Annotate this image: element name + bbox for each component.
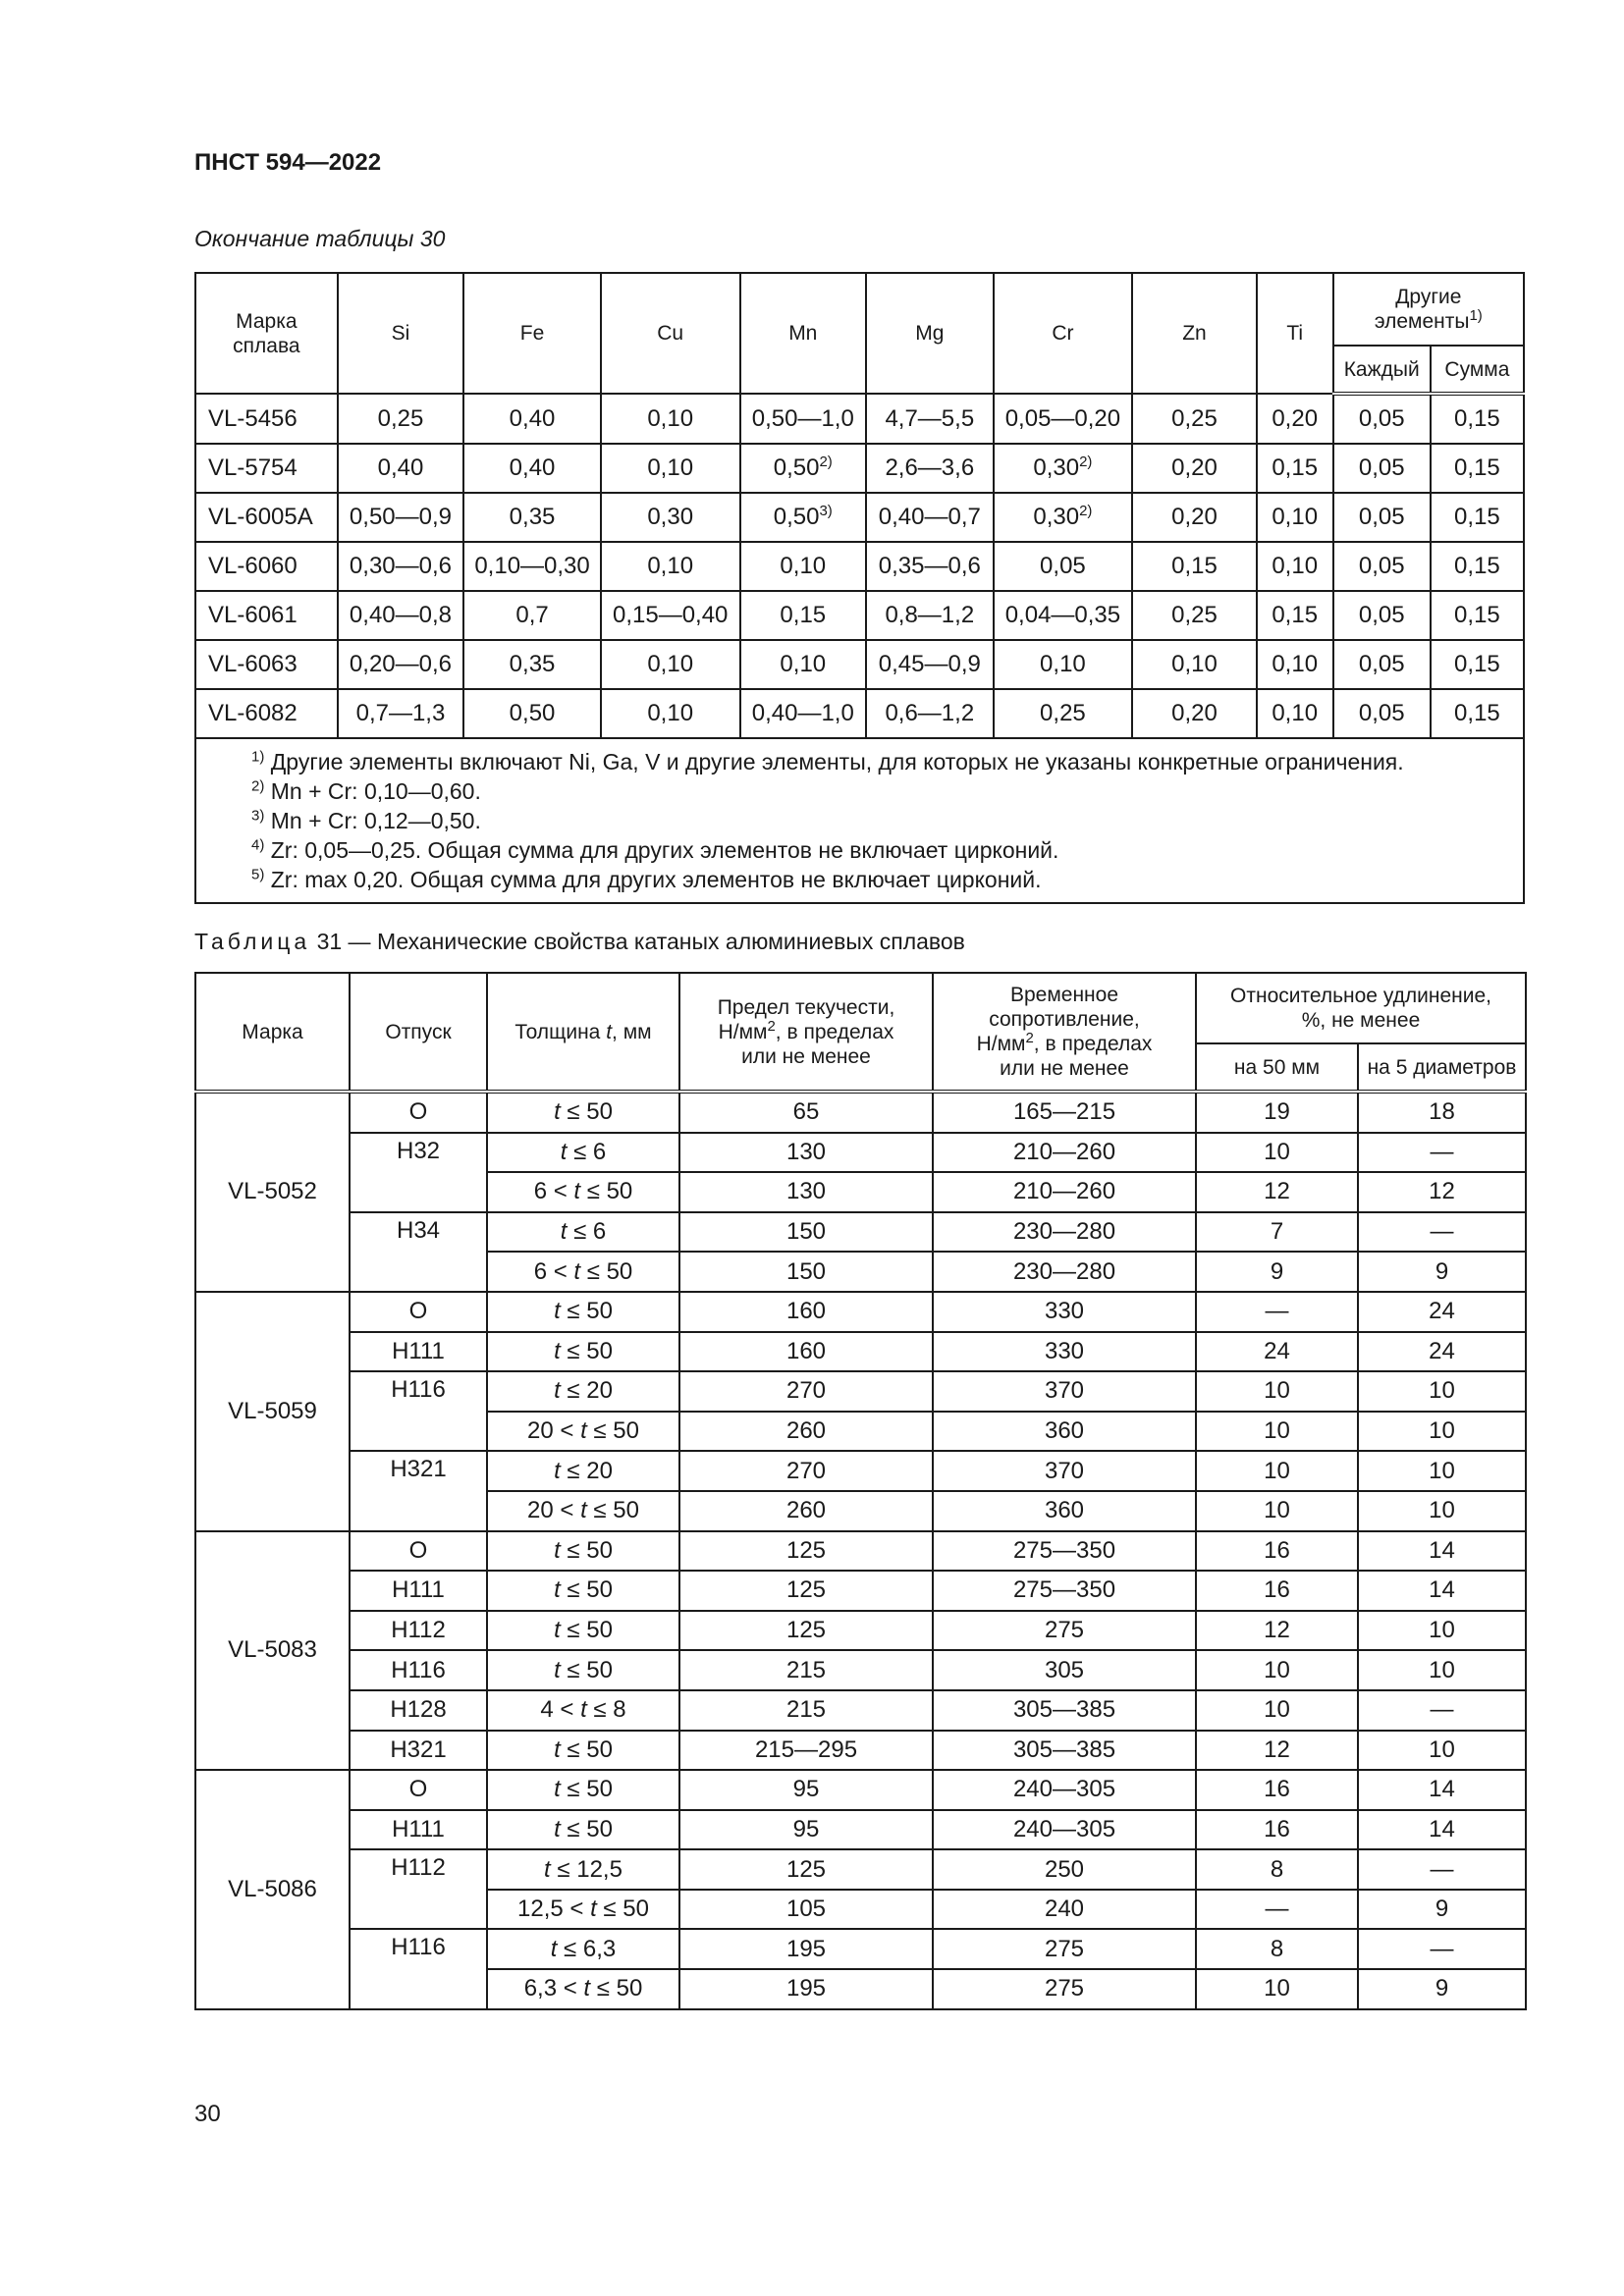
cell-elongation-5d: 10 — [1358, 1731, 1526, 1771]
header-mn: Mn — [740, 273, 867, 394]
cell-each: 0,05 — [1333, 394, 1431, 444]
cell-each: 0,05 — [1333, 640, 1431, 689]
cell-mark: VL-6005A — [195, 493, 338, 542]
cell-tensile-strength: 370 — [933, 1371, 1196, 1412]
cell-elongation-5d: 10 — [1358, 1412, 1526, 1452]
cell-thickness: t ≤ 6 — [487, 1212, 679, 1253]
cell-sum: 0,15 — [1431, 689, 1524, 738]
cell-tensile-strength: 275 — [933, 1929, 1196, 1969]
table-row — [195, 640, 1524, 689]
cell-thickness: 12,5 < t ≤ 50 — [487, 1890, 679, 1930]
cell-yield-strength: 130 — [679, 1172, 933, 1212]
cell-elongation-5d: — — [1358, 1212, 1526, 1253]
cell-yield-strength: 125 — [679, 1571, 933, 1611]
cell-cu: 0,10 — [601, 394, 740, 444]
cell-fe: 0,35 — [463, 640, 601, 689]
cell-ti: 0,15 — [1257, 591, 1333, 640]
header-elongation-50mm: на 50 мм — [1196, 1043, 1358, 1092]
document-code: ПНСТ 594—2022 — [194, 149, 382, 176]
cell-zn: 0,15 — [1132, 542, 1256, 591]
cell-thickness: 6,3 < t ≤ 50 — [487, 1969, 679, 2009]
cell-zn: 0,20 — [1132, 689, 1256, 738]
cell-temper: H116 — [350, 1650, 487, 1690]
cell-temper: H112 — [350, 1849, 487, 1929]
cell-elongation-50mm: 10 — [1196, 1371, 1358, 1412]
table-row — [195, 444, 1524, 493]
cell-mark: VL-6060 — [195, 542, 338, 591]
cell-cr: 0,05—0,20 — [994, 394, 1133, 444]
cell-elongation-50mm: 16 — [1196, 1770, 1358, 1810]
header-ti: Ti — [1257, 273, 1333, 394]
table-row — [195, 1810, 1526, 1850]
cell-yield-strength: 65 — [679, 1092, 933, 1133]
cell-temper: H112 — [350, 1611, 487, 1651]
table-row — [195, 1731, 1526, 1771]
cell-each: 0,05 — [1333, 542, 1431, 591]
cell-thickness: t ≤ 50 — [487, 1611, 679, 1651]
cell-tensile-strength: 305—385 — [933, 1731, 1196, 1771]
header-thickness: Толщина t, мм — [487, 973, 679, 1092]
cell-mn: 0,10 — [740, 640, 867, 689]
cell-each: 0,05 — [1333, 493, 1431, 542]
cell-temper: O — [350, 1092, 487, 1133]
cell-elongation-5d: — — [1358, 1929, 1526, 1969]
footnote: $^{1)}$ Другие элементы включают Ni, Ga, V и другие элементы, для которых не указаны конкретные ограничения. — [251, 748, 1404, 774]
cell-cr: 0,30$^{2)}$ — [994, 493, 1133, 542]
cell-thickness: t ≤ 12,5 — [487, 1849, 679, 1890]
cell-mn: 0,50$^{2)}$ — [740, 444, 867, 493]
cell-thickness: t ≤ 50 — [487, 1810, 679, 1850]
cell-yield-strength: 215 — [679, 1650, 933, 1690]
cell-thickness: t ≤ 6,3 — [487, 1929, 679, 1969]
cell-sum: 0,15 — [1431, 591, 1524, 640]
cell-cu: 0,15—0,40 — [601, 591, 740, 640]
cell-yield-strength: 125 — [679, 1849, 933, 1890]
cell-yield-strength: 125 — [679, 1611, 933, 1651]
cell-tensile-strength: 250 — [933, 1849, 1196, 1890]
cell-elongation-50mm: 10 — [1196, 1451, 1358, 1491]
table-row — [195, 1611, 1526, 1651]
cell-elongation-5d: — — [1358, 1849, 1526, 1890]
cell-mark: VL-5456 — [195, 394, 338, 444]
cell-elongation-50mm: 24 — [1196, 1332, 1358, 1372]
table-row — [195, 1650, 1526, 1690]
cell-elongation-50mm: 9 — [1196, 1252, 1358, 1292]
cell-tensile-strength: 305—385 — [933, 1690, 1196, 1731]
footnote: $^{3)}$ Mn + Cr: 0,12—0,50. — [251, 807, 481, 833]
cell-elongation-50mm: 10 — [1196, 1133, 1358, 1173]
cell-tensile-strength: 240 — [933, 1890, 1196, 1930]
cell-elongation-50mm: 7 — [1196, 1212, 1358, 1253]
cell-mg: 0,40—0,7 — [866, 493, 994, 542]
cell-cu: 0,10 — [601, 640, 740, 689]
cell-elongation-5d: 14 — [1358, 1531, 1526, 1572]
cell-fe: 0,7 — [463, 591, 601, 640]
cell-sum: 0,15 — [1431, 444, 1524, 493]
cell-each: 0,05 — [1333, 689, 1431, 738]
cell-mark: VL-5059 — [195, 1292, 350, 1531]
cell-sum: 0,15 — [1431, 640, 1524, 689]
cell-thickness: 20 < t ≤ 50 — [487, 1412, 679, 1452]
cell-tensile-strength: 230—280 — [933, 1212, 1196, 1253]
footnote: $^{4)}$ Zr: 0,05—0,25. Общая сумма для других элементов не включает цирконий. — [251, 836, 1059, 863]
cell-cu: 0,10 — [601, 689, 740, 738]
cell-elongation-5d: 9 — [1358, 1252, 1526, 1292]
cell-yield-strength: 195 — [679, 1969, 933, 2009]
cell-temper: O — [350, 1770, 487, 1810]
cell-elongation-5d: 14 — [1358, 1810, 1526, 1850]
cell-thickness: t ≤ 6 — [487, 1133, 679, 1173]
cell-elongation-50mm: — — [1196, 1890, 1358, 1930]
cell-ti: 0,10 — [1257, 493, 1333, 542]
cell-yield-strength: 215—295 — [679, 1731, 933, 1771]
cell-thickness: 6 < t ≤ 50 — [487, 1172, 679, 1212]
cell-si: 0,30—0,6 — [338, 542, 464, 591]
cell-thickness: 4 < t ≤ 8 — [487, 1690, 679, 1731]
header-si: Si — [338, 273, 464, 394]
cell-elongation-50mm: 10 — [1196, 1690, 1358, 1731]
cell-thickness: t ≤ 50 — [487, 1292, 679, 1332]
header-elongation: Относительное удлинение, %, не менее — [1196, 973, 1526, 1043]
table-row — [195, 1849, 1526, 1890]
cell-yield-strength: 130 — [679, 1133, 933, 1173]
cell-mark: VL-5052 — [195, 1092, 350, 1292]
cell-thickness: t ≤ 20 — [487, 1451, 679, 1491]
cell-ti: 0,10 — [1257, 640, 1333, 689]
cell-thickness: t ≤ 50 — [487, 1571, 679, 1611]
cell-si: 0,25 — [338, 394, 464, 444]
table-row — [195, 394, 1524, 444]
cell-thickness: t ≤ 50 — [487, 1770, 679, 1810]
table-row — [195, 1092, 1526, 1133]
cell-elongation-5d: 10 — [1358, 1650, 1526, 1690]
cell-mark: VL-6082 — [195, 689, 338, 738]
cell-elongation-5d: 10 — [1358, 1611, 1526, 1651]
header-fe: Fe — [463, 273, 601, 394]
cell-elongation-5d: 10 — [1358, 1491, 1526, 1531]
cell-tensile-strength: 240—305 — [933, 1770, 1196, 1810]
cell-fe: 0,50 — [463, 689, 601, 738]
header-other-elements: Другие элементы$^{1)}$ — [1333, 273, 1524, 346]
cell-yield-strength: 270 — [679, 1451, 933, 1491]
cell-elongation-50mm: 16 — [1196, 1531, 1358, 1572]
header-yield-strength: Предел текучести, $Н/мм^2$, в пределах или не менее — [679, 973, 933, 1092]
cell-yield-strength: 195 — [679, 1929, 933, 1969]
table-row — [195, 1571, 1526, 1611]
table-row — [195, 493, 1524, 542]
table-row — [195, 1371, 1526, 1412]
header-sum: Сумма — [1431, 346, 1524, 394]
cell-elongation-5d: — — [1358, 1133, 1526, 1173]
cell-elongation-5d: 10 — [1358, 1451, 1526, 1491]
cell-mark: VL-6063 — [195, 640, 338, 689]
cell-tensile-strength: 330 — [933, 1332, 1196, 1372]
cell-mark: VL-5754 — [195, 444, 338, 493]
cell-elongation-5d: — — [1358, 1690, 1526, 1731]
cell-ti: 0,15 — [1257, 444, 1333, 493]
cell-thickness: t ≤ 50 — [487, 1531, 679, 1572]
cell-cr: 0,04—0,35 — [994, 591, 1133, 640]
header-zn: Zn — [1132, 273, 1256, 394]
table31-mechanical-properties — [194, 972, 1527, 2010]
cell-cu: 0,10 — [601, 444, 740, 493]
cell-elongation-50mm: 12 — [1196, 1172, 1358, 1212]
cell-thickness: t ≤ 50 — [487, 1731, 679, 1771]
cell-tensile-strength: 305 — [933, 1650, 1196, 1690]
table30-footnotes — [195, 738, 1524, 903]
cell-fe: 0,40 — [463, 394, 601, 444]
cell-yield-strength: 105 — [679, 1890, 933, 1930]
cell-cr: 0,05 — [994, 542, 1133, 591]
cell-mark: VL-6061 — [195, 591, 338, 640]
cell-fe: 0,40 — [463, 444, 601, 493]
cell-fe: 0,35 — [463, 493, 601, 542]
cell-ti: 0,20 — [1257, 394, 1333, 444]
table-row — [195, 1212, 1526, 1253]
cell-elongation-50mm: — — [1196, 1292, 1358, 1332]
cell-each: 0,05 — [1333, 591, 1431, 640]
cell-yield-strength: 95 — [679, 1810, 933, 1850]
table30-caption: Окончание таблицы 30 — [194, 226, 446, 251]
cell-tensile-strength: 275—350 — [933, 1531, 1196, 1572]
header-mark: Марка сплава — [195, 273, 338, 394]
cell-yield-strength: 215 — [679, 1690, 933, 1731]
cell-cr: 0,30$^{2)}$ — [994, 444, 1133, 493]
cell-elongation-50mm: 19 — [1196, 1092, 1358, 1133]
cell-mn: 0,10 — [740, 542, 867, 591]
cell-si: 0,50—0,9 — [338, 493, 464, 542]
cell-mg: 0,45—0,9 — [866, 640, 994, 689]
header-mark: Марка — [195, 973, 350, 1092]
cell-elongation-50mm: 12 — [1196, 1611, 1358, 1651]
cell-yield-strength: 125 — [679, 1531, 933, 1572]
cell-tensile-strength: 370 — [933, 1451, 1196, 1491]
cell-tensile-strength: 210—260 — [933, 1133, 1196, 1173]
cell-elongation-5d: 18 — [1358, 1092, 1526, 1133]
cell-tensile-strength: 360 — [933, 1412, 1196, 1452]
cell-si: 0,7—1,3 — [338, 689, 464, 738]
table-row — [195, 1690, 1526, 1731]
cell-temper: H111 — [350, 1810, 487, 1850]
cell-tensile-strength: 275 — [933, 1611, 1196, 1651]
cell-elongation-5d: 14 — [1358, 1770, 1526, 1810]
cell-zn: 0,10 — [1132, 640, 1256, 689]
cell-thickness: t ≤ 50 — [487, 1332, 679, 1372]
cell-ti: 0,10 — [1257, 542, 1333, 591]
table31-caption: Таблица 31 — Механические свойства катаных алюминиевых сплавов — [194, 929, 965, 954]
cell-cr: 0,10 — [994, 640, 1133, 689]
cell-elongation-50mm: 16 — [1196, 1571, 1358, 1611]
cell-temper: H32 — [350, 1133, 487, 1212]
cell-temper: H128 — [350, 1690, 487, 1731]
cell-yield-strength: 260 — [679, 1491, 933, 1531]
cell-mn: 0,50—1,0 — [740, 394, 867, 444]
cell-cu: 0,30 — [601, 493, 740, 542]
table-row — [195, 1332, 1526, 1372]
cell-mg: 4,7—5,5 — [866, 394, 994, 444]
header-temper: Отпуск — [350, 973, 487, 1092]
cell-elongation-5d: 24 — [1358, 1292, 1526, 1332]
cell-temper: H321 — [350, 1731, 487, 1771]
cell-tensile-strength: 275—350 — [933, 1571, 1196, 1611]
table-row — [195, 1292, 1526, 1332]
cell-elongation-50mm: 12 — [1196, 1731, 1358, 1771]
table-row — [195, 1770, 1526, 1810]
cell-sum: 0,15 — [1431, 493, 1524, 542]
cell-tensile-strength: 165—215 — [933, 1092, 1196, 1133]
cell-mark: VL-5086 — [195, 1770, 350, 2009]
cell-yield-strength: 160 — [679, 1332, 933, 1372]
cell-yield-strength: 260 — [679, 1412, 933, 1452]
table-row — [195, 542, 1524, 591]
table-row — [195, 591, 1524, 640]
header-elongation-5d: на 5 диаметров — [1358, 1043, 1526, 1092]
cell-elongation-5d: 10 — [1358, 1371, 1526, 1412]
cell-temper: H34 — [350, 1212, 487, 1292]
cell-yield-strength: 160 — [679, 1292, 933, 1332]
table-row — [195, 689, 1524, 738]
cell-temper: H111 — [350, 1332, 487, 1372]
cell-thickness: 6 < t ≤ 50 — [487, 1252, 679, 1292]
cell-mg: 0,6—1,2 — [866, 689, 994, 738]
cell-temper: O — [350, 1531, 487, 1572]
cell-thickness: t ≤ 50 — [487, 1650, 679, 1690]
cell-thickness: t ≤ 50 — [487, 1092, 679, 1133]
cell-yield-strength: 150 — [679, 1212, 933, 1253]
cell-yield-strength: 95 — [679, 1770, 933, 1810]
cell-elongation-50mm: 10 — [1196, 1491, 1358, 1531]
cell-mg: 0,35—0,6 — [866, 542, 994, 591]
cell-elongation-5d: 9 — [1358, 1969, 1526, 2009]
cell-elongation-50mm: 8 — [1196, 1929, 1358, 1969]
footnote: $^{2)}$ Mn + Cr: 0,10—0,60. — [251, 777, 481, 804]
cell-zn: 0,20 — [1132, 444, 1256, 493]
cell-zn: 0,25 — [1132, 394, 1256, 444]
cell-tensile-strength: 360 — [933, 1491, 1196, 1531]
cell-elongation-5d: 12 — [1358, 1172, 1526, 1212]
table-row — [195, 1451, 1526, 1491]
cell-elongation-5d: 24 — [1358, 1332, 1526, 1372]
cell-elongation-5d: 14 — [1358, 1571, 1526, 1611]
cell-tensile-strength: 275 — [933, 1969, 1196, 2009]
header-cr: Cr — [994, 273, 1133, 394]
cell-tensile-strength: 230—280 — [933, 1252, 1196, 1292]
cell-elongation-50mm: 16 — [1196, 1810, 1358, 1850]
cell-fe: 0,10—0,30 — [463, 542, 601, 591]
header-cu: Cu — [601, 273, 740, 394]
footnote: $^{5)}$ Zr: max 0,20. Общая сумма для других элементов не включает цирконий. — [251, 866, 1042, 892]
cell-zn: 0,20 — [1132, 493, 1256, 542]
cell-tensile-strength: 240—305 — [933, 1810, 1196, 1850]
cell-tensile-strength: 210—260 — [933, 1172, 1196, 1212]
cell-tensile-strength: 330 — [933, 1292, 1196, 1332]
cell-elongation-50mm: 10 — [1196, 1412, 1358, 1452]
cell-zn: 0,25 — [1132, 591, 1256, 640]
table-row — [195, 1133, 1526, 1173]
cell-sum: 0,15 — [1431, 542, 1524, 591]
page-number: 30 — [194, 2101, 221, 2127]
cell-elongation-50mm: 10 — [1196, 1969, 1358, 2009]
cell-si: 0,20—0,6 — [338, 640, 464, 689]
cell-si: 0,40—0,8 — [338, 591, 464, 640]
cell-mn: 0,40—1,0 — [740, 689, 867, 738]
cell-thickness: 20 < t ≤ 50 — [487, 1491, 679, 1531]
cell-elongation-50mm: 8 — [1196, 1849, 1358, 1890]
cell-mark: VL-5083 — [195, 1531, 350, 1771]
cell-temper: O — [350, 1292, 487, 1332]
cell-each: 0,05 — [1333, 444, 1431, 493]
cell-sum: 0,15 — [1431, 394, 1524, 444]
table-row — [195, 1531, 1526, 1572]
cell-temper: H116 — [350, 1371, 487, 1451]
cell-elongation-5d: 9 — [1358, 1890, 1526, 1930]
cell-mg: 2,6—3,6 — [866, 444, 994, 493]
header-mg: Mg — [866, 273, 994, 394]
cell-mn: 0,50$^{3)}$ — [740, 493, 867, 542]
cell-yield-strength: 270 — [679, 1371, 933, 1412]
header-each: Каждый — [1333, 346, 1431, 394]
cell-temper: H116 — [350, 1929, 487, 2008]
cell-elongation-50mm: 10 — [1196, 1650, 1358, 1690]
cell-thickness: t ≤ 20 — [487, 1371, 679, 1412]
cell-si: 0,40 — [338, 444, 464, 493]
cell-yield-strength: 150 — [679, 1252, 933, 1292]
cell-mn: 0,15 — [740, 591, 867, 640]
cell-cr: 0,25 — [994, 689, 1133, 738]
cell-cu: 0,10 — [601, 542, 740, 591]
cell-temper: H111 — [350, 1571, 487, 1611]
cell-temper: H321 — [350, 1451, 487, 1530]
cell-ti: 0,10 — [1257, 689, 1333, 738]
header-tensile-strength: Временное сопротивление, $Н/мм^2$, в пределах или не менее — [933, 973, 1196, 1092]
cell-mg: 0,8—1,2 — [866, 591, 994, 640]
table-row — [195, 1929, 1526, 1969]
table30-chemical-composition — [194, 272, 1525, 904]
